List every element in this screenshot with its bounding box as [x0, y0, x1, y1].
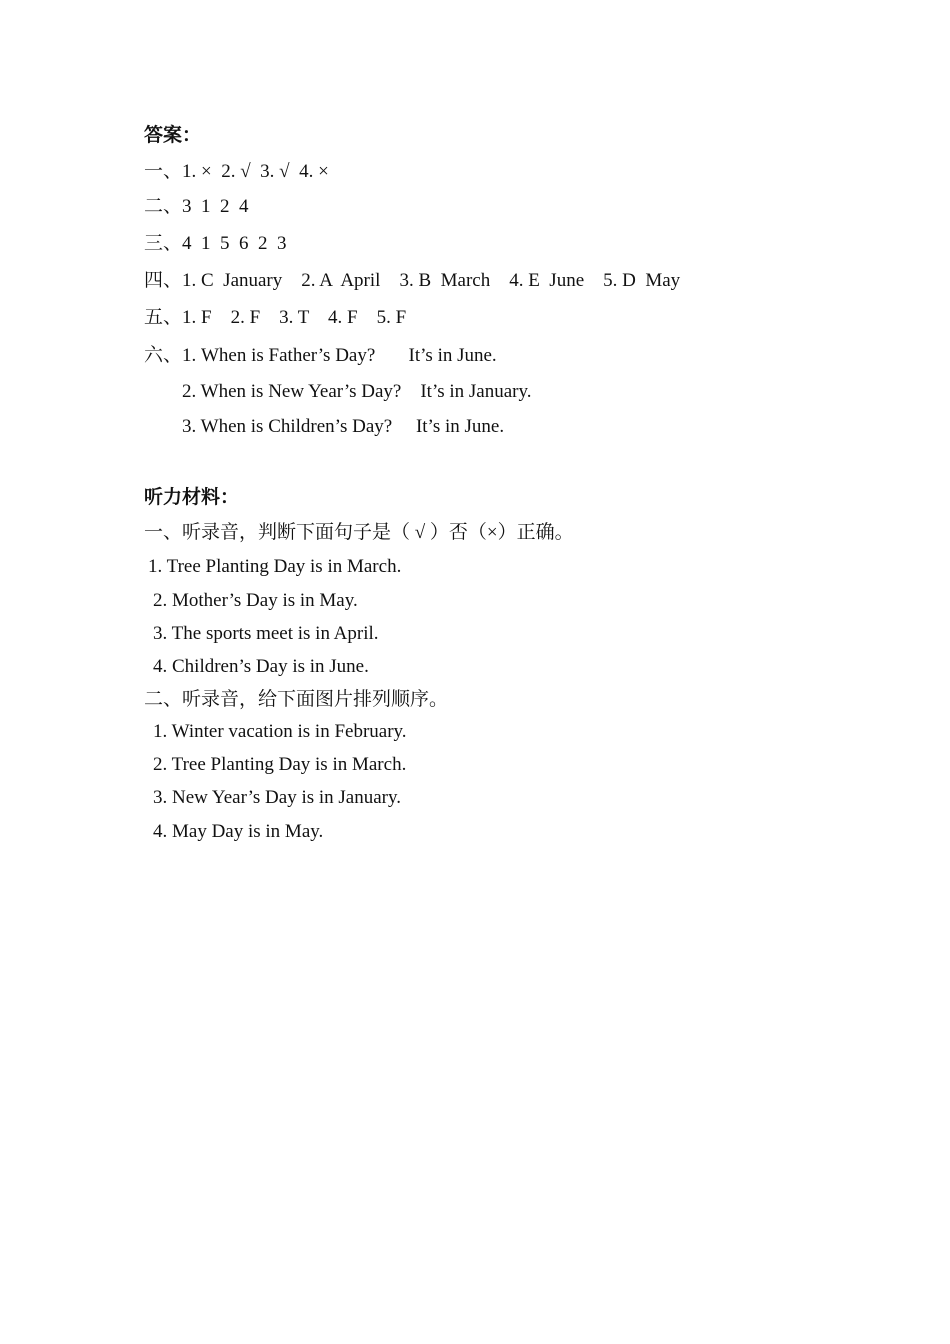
listening-part-2-item: 4. May Day is in May.	[153, 821, 324, 842]
listening-part-1-title: 一、听录音，判断下面句子是（ √ ）否（×）正确。	[144, 522, 574, 543]
listening-part-1-item: 2. Mother’s Day is in May.	[153, 590, 358, 611]
listening-part-1-item: 4. Children’s Day is in June.	[153, 656, 369, 677]
answers-heading: 答案：	[144, 125, 202, 146]
answer-section-4: 四、1. C January 2. A April 3. B March 4. E June 5. D May	[144, 270, 681, 291]
answer-section-2: 二、3 1 2 4	[144, 196, 249, 217]
answer-section-1: 一、1. × 2. √ 3. √ 4. ×	[144, 161, 329, 182]
listening-part-2-title: 二、听录音，给下面图片排列顺序。	[144, 689, 449, 710]
listening-part-2-item: 1. Winter vacation is in February.	[153, 721, 407, 742]
answer-section-5: 五、1. F 2. F 3. T 4. F 5. F	[144, 307, 407, 328]
answer-section-6-line-2: 2. When is New Year’s Day? It’s in January.	[182, 381, 532, 402]
listening-heading: 听力材料：	[144, 487, 240, 508]
answer-section-6-line-3: 3. When is Children’s Day? It’s in June.	[182, 416, 505, 437]
answer-section-6-line-1: 六、1. When is Father’s Day? It’s in June.	[144, 345, 497, 366]
answer-section-3: 三、4 1 5 6 2 3	[144, 233, 287, 254]
listening-part-1-item: 1. Tree Planting Day is in March.	[148, 556, 402, 577]
listening-part-1-item: 3. The sports meet is in April.	[153, 623, 379, 644]
listening-part-2-item: 3. New Year’s Day is in January.	[153, 787, 402, 808]
listening-part-2-item: 2. Tree Planting Day is in March.	[153, 754, 407, 775]
